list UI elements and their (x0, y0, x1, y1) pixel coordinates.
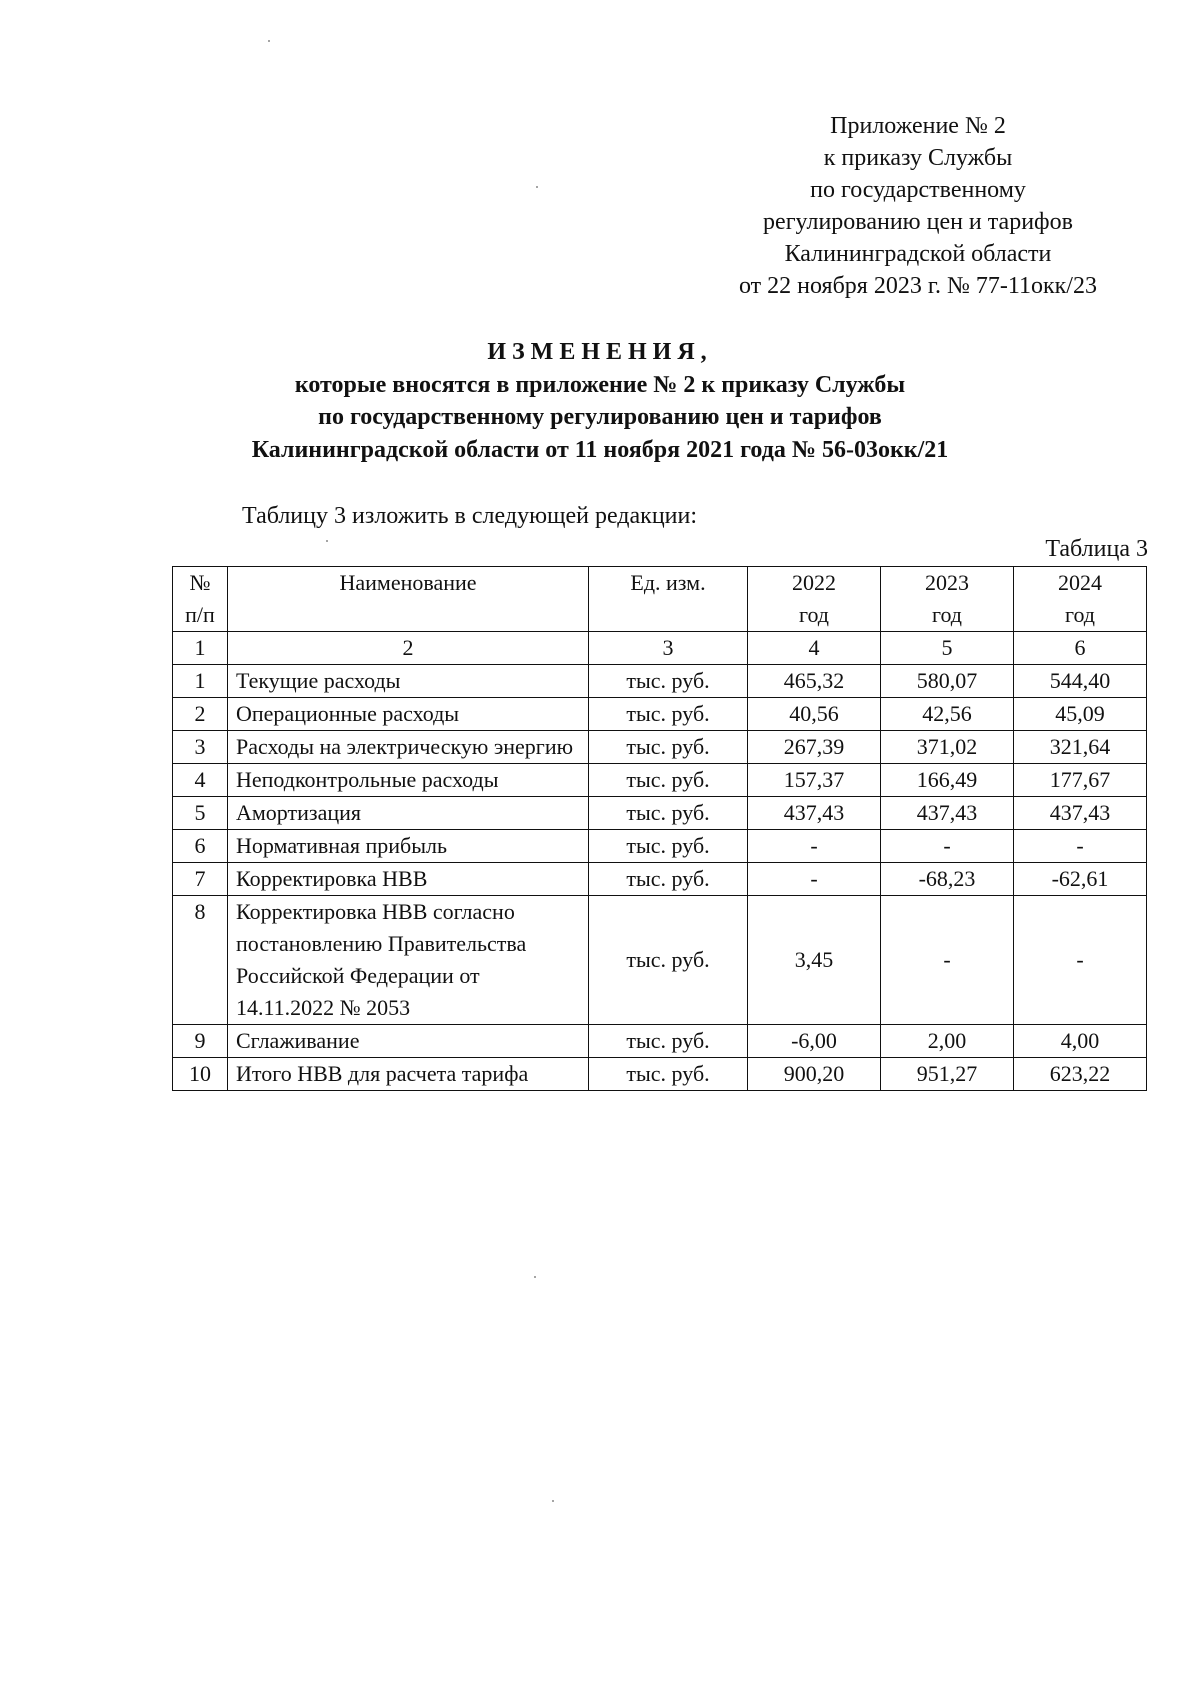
header-2022 (748, 567, 881, 632)
row-name: Текущие расходы (228, 665, 589, 698)
column-index: 4 (748, 632, 881, 665)
table-row (173, 764, 1147, 797)
column-index: 5 (881, 632, 1014, 665)
heading-line: Калининградской области от 11 ноября 2021 года № 56-03окк/21 (251, 436, 949, 463)
header-num (173, 567, 228, 632)
scan-speck (536, 186, 538, 188)
row-name: Операционные расходы (228, 698, 589, 731)
row-name: Корректировка НВВ (228, 863, 589, 896)
row-name: Неподконтрольные расходы (228, 764, 589, 797)
table-header-row (173, 567, 1147, 632)
row-number: 9 (173, 1025, 228, 1058)
header-year-word: год (798, 602, 830, 627)
header-num-line2: п/п (185, 602, 215, 627)
row-value-2023: 371,02 (881, 731, 1014, 764)
row-unit: тыс. руб. (589, 797, 748, 830)
table-row (173, 797, 1147, 830)
row-value-2022: 267,39 (748, 731, 881, 764)
scan-speck (552, 1500, 554, 1502)
row-value-2024: 177,67 (1014, 764, 1147, 797)
row-number: 2 (173, 698, 228, 731)
header-num-line1: № (189, 570, 211, 595)
row-value-2024: - (1014, 830, 1147, 863)
row-number: 1 (173, 665, 228, 698)
row-value-2024: - (1014, 896, 1147, 1025)
appendix-line: от 22 ноября 2023 г. № 77-11окк/23 (739, 273, 1097, 299)
row-value-2024: 437,43 (1014, 797, 1147, 830)
row-value-2023: 2,00 (881, 1025, 1014, 1058)
appendix-line: регулированию цен и тарифов (763, 209, 1073, 235)
header-2024 (1014, 567, 1147, 632)
row-value-2023: 42,56 (881, 698, 1014, 731)
row-value-2023: - (881, 896, 1014, 1025)
row-unit: тыс. руб. (589, 665, 748, 698)
row-value-2022: - (748, 863, 881, 896)
row-value-2022: 437,43 (748, 797, 881, 830)
row-number: 7 (173, 863, 228, 896)
row-name: Сглаживание (228, 1025, 589, 1058)
appendix-header (688, 110, 1148, 302)
header-year-value: 2022 (792, 570, 836, 595)
row-unit: тыс. руб. (589, 731, 748, 764)
row-name: Расходы на электрическую энергию (228, 731, 589, 764)
appendix-line: Калининградской области (784, 241, 1052, 267)
header-year-value: 2024 (1058, 570, 1102, 595)
row-name: Нормативная прибыль (228, 830, 589, 863)
header-year-word: год (931, 602, 963, 627)
row-unit: тыс. руб. (589, 1025, 748, 1058)
table-row (173, 830, 1147, 863)
row-value-2022: - (748, 830, 881, 863)
intro-text: Таблицу 3 изложить в следующей редакции: (242, 503, 698, 529)
table-row (173, 863, 1147, 896)
row-number: 5 (173, 797, 228, 830)
row-value-2024: 4,00 (1014, 1025, 1147, 1058)
row-number: 6 (173, 830, 228, 863)
row-value-2024: 321,64 (1014, 731, 1147, 764)
row-value-2022: -6,00 (748, 1025, 881, 1058)
document-heading (150, 336, 1050, 466)
header-2023 (881, 567, 1014, 632)
appendix-line: к приказу Службы (823, 145, 1013, 171)
row-unit: тыс. руб. (589, 896, 748, 1025)
column-index: 6 (1014, 632, 1147, 665)
row-value-2023: -68,23 (881, 863, 1014, 896)
table-row (173, 698, 1147, 731)
row-number: 10 (173, 1058, 228, 1091)
row-unit: тыс. руб. (589, 1058, 748, 1091)
row-value-2024: -62,61 (1014, 863, 1147, 896)
row-value-2023: 580,07 (881, 665, 1014, 698)
row-unit: тыс. руб. (589, 764, 748, 797)
scan-speck (268, 40, 270, 42)
appendix-line: по государственному (810, 177, 1026, 203)
header-unit: Ед. изм. (589, 567, 748, 632)
row-name: Амортизация (228, 797, 589, 830)
table-row (173, 665, 1147, 698)
row-number: 3 (173, 731, 228, 764)
row-value-2023: - (881, 830, 1014, 863)
row-value-2023: 437,43 (881, 797, 1014, 830)
row-unit: тыс. руб. (589, 698, 748, 731)
header-year-word: год (1064, 602, 1096, 627)
column-index: 2 (228, 632, 589, 665)
heading-line: по государственному регулированию цен и тарифов (318, 404, 882, 430)
column-index: 1 (173, 632, 228, 665)
row-number: 4 (173, 764, 228, 797)
row-unit: тыс. руб. (589, 863, 748, 896)
row-unit: тыс. руб. (589, 830, 748, 863)
row-value-2022: 157,37 (748, 764, 881, 797)
table-row (173, 1025, 1147, 1058)
table-row (173, 731, 1147, 764)
row-value-2024: 544,40 (1014, 665, 1147, 698)
heading-title: ИЗМЕНЕНИЯ, (487, 339, 713, 365)
table-body (173, 665, 1147, 1091)
row-name: Корректировка НВВ согласно постановлению Правительства Российской Федерации от 14.11.2022 № 2053 (228, 896, 589, 1025)
row-value-2022: 900,20 (748, 1058, 881, 1091)
column-index-row (173, 632, 1147, 665)
row-value-2024: 45,09 (1014, 698, 1147, 731)
row-value-2022: 465,32 (748, 665, 881, 698)
row-number: 8 (173, 896, 228, 1025)
scan-speck (326, 540, 328, 542)
row-value-2024: 623,22 (1014, 1058, 1147, 1091)
column-index: 3 (589, 632, 748, 665)
heading-line: которые вносятся в приложение № 2 к приказу Службы (294, 371, 906, 398)
table-row (173, 1058, 1147, 1091)
row-value-2022: 40,56 (748, 698, 881, 731)
header-year-value: 2023 (925, 570, 969, 595)
table-row (173, 896, 1147, 1025)
row-value-2023: 166,49 (881, 764, 1014, 797)
header-name: Наименование (228, 567, 589, 632)
table-caption: Таблица 3 (1045, 536, 1148, 562)
row-name: Итого НВВ для расчета тарифа (228, 1058, 589, 1091)
appendix-line: Приложение № 2 (830, 113, 1006, 139)
tariff-table (172, 566, 1147, 1091)
row-value-2022: 3,45 (748, 896, 881, 1025)
row-value-2023: 951,27 (881, 1058, 1014, 1091)
scan-speck (534, 1276, 536, 1278)
